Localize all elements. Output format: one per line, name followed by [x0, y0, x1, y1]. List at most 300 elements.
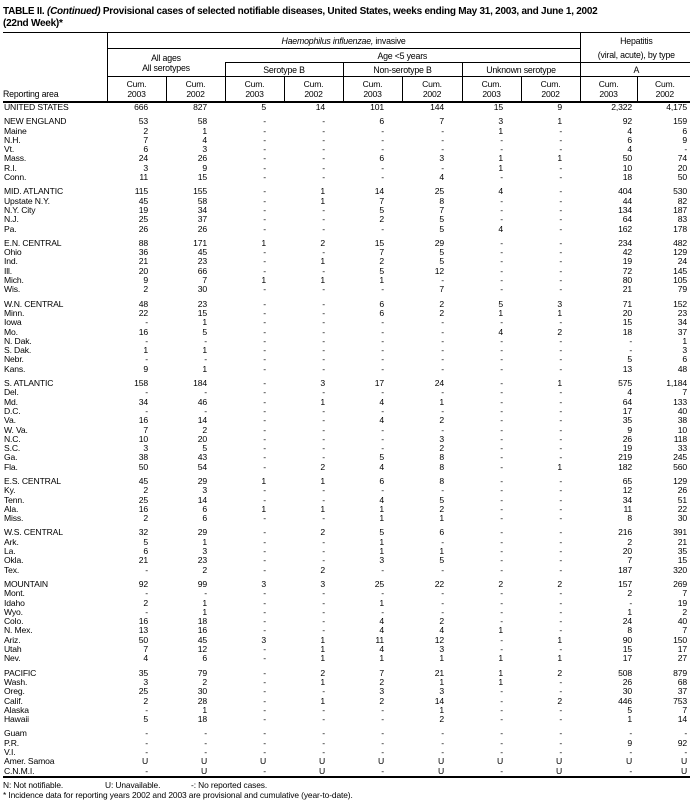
table-row: [3, 127, 690, 136]
cell: 92: [677, 738, 688, 748]
cell: 13: [138, 626, 148, 636]
title-part1: TABLE II.: [3, 6, 47, 17]
cell: -: [322, 729, 325, 739]
cell: 35: [677, 547, 688, 557]
cell: 1: [320, 187, 325, 197]
cell: 827: [193, 102, 207, 112]
cell: -: [322, 715, 325, 725]
cell: 7: [143, 645, 148, 655]
table-row: [3, 309, 690, 318]
cell: -: [381, 729, 384, 739]
cell: 21: [138, 556, 148, 566]
cell: 10: [677, 425, 688, 435]
cell: 23: [197, 257, 207, 267]
row-label: Colo.: [4, 617, 24, 627]
cell: -: [559, 486, 563, 496]
cell: 530: [673, 187, 688, 197]
cell: -: [500, 248, 503, 258]
row-label: Kans.: [4, 364, 26, 374]
cell: -: [263, 715, 266, 725]
cell: 4: [439, 173, 444, 183]
cell: 5: [379, 205, 384, 215]
cell: 2: [320, 528, 325, 538]
cell: 79: [677, 285, 688, 295]
table-row: [3, 538, 690, 547]
cell: 5: [202, 444, 207, 454]
cell: -: [559, 126, 563, 136]
cell: 560: [673, 462, 688, 472]
cell: -: [559, 318, 563, 328]
cell: -: [322, 589, 325, 599]
cell: -: [263, 364, 266, 374]
cell: 17: [622, 406, 633, 416]
cell: -: [263, 425, 266, 435]
cell: 1: [320, 504, 325, 514]
cell: 1: [261, 276, 266, 286]
cell: 1: [320, 654, 325, 664]
cell: 18: [622, 173, 633, 183]
cell: 2: [202, 565, 207, 575]
cell: 6: [439, 528, 444, 538]
cell: -: [500, 598, 503, 608]
cell: 1: [202, 598, 207, 608]
cell: 15: [493, 102, 503, 112]
row-label: Iowa: [4, 318, 22, 328]
table-row: [3, 328, 690, 337]
cell: 1: [498, 308, 503, 318]
cell: 7: [627, 556, 633, 566]
table-row: [3, 687, 690, 696]
row-label: Minn.: [4, 308, 25, 318]
cell: -: [441, 425, 444, 435]
cell: -: [559, 607, 563, 617]
cell: 66: [197, 266, 207, 276]
table-row: [3, 678, 690, 687]
cell: -: [500, 205, 503, 215]
table-row: [3, 388, 690, 397]
row-label: La.: [4, 547, 16, 557]
table-row: [3, 285, 690, 294]
cell: -: [322, 154, 325, 164]
cell: 4: [498, 187, 503, 197]
cell: -: [381, 444, 384, 454]
cell: 879: [673, 668, 688, 678]
cell: 16: [138, 617, 148, 627]
cell: 6: [682, 355, 688, 365]
cell: 25: [138, 215, 148, 225]
cell: -: [145, 766, 148, 776]
column-header-cum-2003: Cum. 2003: [107, 77, 166, 103]
cell: 13: [622, 364, 633, 374]
cell: 12: [622, 486, 633, 496]
cell: -: [559, 589, 563, 599]
cell: -: [322, 308, 325, 318]
cell: 4: [379, 462, 384, 472]
cell: 17: [622, 654, 633, 664]
cell: 29: [197, 528, 207, 538]
cell: -: [322, 434, 325, 444]
row-label: Conn.: [4, 173, 27, 183]
cell: 2: [439, 299, 444, 309]
cell: -: [263, 677, 266, 687]
row-label: Okla.: [4, 556, 24, 566]
cell: -: [263, 696, 266, 706]
cell: -: [263, 486, 266, 496]
table-row: [3, 379, 690, 388]
cell: -: [263, 537, 266, 547]
cell: 1: [320, 635, 325, 645]
row-label: Wash.: [4, 677, 28, 687]
cell: 37: [197, 215, 207, 225]
cell: 30: [677, 514, 688, 524]
cell: 32: [138, 528, 148, 538]
cell: 1: [202, 364, 207, 374]
cell: 7: [682, 705, 688, 715]
cell: -: [145, 355, 148, 365]
cell: 2: [557, 696, 563, 706]
table-row: [3, 197, 690, 206]
row-label: Amer. Samoa: [4, 757, 55, 767]
cell: -: [500, 444, 503, 454]
cell: -: [441, 565, 444, 575]
cell: -: [500, 364, 503, 374]
row-label: Alaska: [4, 705, 29, 715]
cell: 22: [677, 504, 688, 514]
table-row: [3, 477, 690, 486]
table-row: [3, 398, 690, 407]
cell: 118: [673, 434, 688, 444]
cell: U: [681, 757, 688, 767]
cell: -: [263, 528, 266, 538]
cell: 26: [138, 224, 148, 234]
cell: -: [381, 589, 384, 599]
cell: -: [322, 285, 325, 295]
cell: 1: [379, 598, 384, 608]
cell: -: [500, 607, 503, 617]
cell: -: [500, 346, 503, 356]
cell: -: [629, 729, 633, 739]
cell: 50: [138, 635, 148, 645]
cell: -: [263, 327, 266, 337]
cell: -: [322, 163, 325, 173]
cell: 20: [622, 308, 633, 318]
cell: -: [500, 537, 503, 547]
cell: 2: [320, 462, 325, 472]
cell: 9: [143, 364, 148, 374]
cell: -: [204, 355, 207, 365]
table-row: [3, 757, 690, 766]
cell: 19: [138, 205, 148, 215]
cell: -: [381, 327, 384, 337]
cell: -: [381, 318, 384, 328]
notifiable-diseases-table: [3, 32, 690, 778]
row-label: Ga.: [4, 453, 18, 463]
column-header-cum-2003: Cum. 2003: [580, 77, 637, 103]
cell: -: [629, 336, 633, 346]
cell: -: [322, 607, 325, 617]
table-row: [3, 715, 690, 724]
cell: -: [559, 514, 563, 524]
cell: 34: [622, 495, 633, 505]
cell: 88: [138, 238, 148, 248]
cell: 16: [138, 504, 148, 514]
cell: 6: [379, 117, 384, 127]
cell: -: [263, 607, 266, 617]
table-row: [3, 239, 690, 248]
cell: 1: [557, 654, 563, 664]
cell: U: [681, 766, 688, 776]
table-row: [3, 599, 690, 608]
cell: 8: [439, 453, 444, 463]
cell: 19: [622, 444, 633, 454]
cell: -: [263, 266, 266, 276]
cell: 115: [134, 187, 148, 197]
row-label: W.S. CENTRAL: [4, 528, 63, 538]
cell: 8: [439, 196, 444, 206]
row-label: Ariz.: [4, 635, 21, 645]
all-serotypes-label: All serotypes: [142, 62, 190, 73]
cell: 5: [439, 248, 444, 258]
cell: 17: [374, 379, 384, 389]
cell: -: [441, 598, 444, 608]
row-label: Mich.: [4, 276, 24, 286]
cell: -: [559, 257, 563, 267]
table-row: [3, 589, 690, 598]
row-label: Upstate N.Y.: [4, 196, 50, 206]
cell: 21: [434, 668, 444, 678]
cell: 4: [379, 416, 384, 426]
cell: -: [322, 145, 325, 155]
cell: -: [145, 705, 148, 715]
cell: 1: [379, 514, 384, 524]
cell: 12: [434, 266, 444, 276]
cell: 4: [498, 327, 503, 337]
cell: 48: [138, 299, 148, 309]
row-label: Miss.: [4, 514, 24, 524]
cell: 45: [138, 476, 148, 486]
row-label: Wyo.: [4, 607, 23, 617]
cell: -: [322, 336, 325, 346]
cell: 23: [197, 299, 207, 309]
cell: 5: [627, 355, 633, 365]
cell: 3: [379, 556, 384, 566]
cell: 1: [202, 346, 207, 356]
cell: -: [441, 738, 444, 748]
cell: 182: [618, 462, 633, 472]
row-label: NEW ENGLAND: [4, 117, 67, 127]
cell: 1: [557, 379, 563, 389]
title-part2: Provisional cases of selected notifiable diseases, United States, weeks ending May 31, 2003, and June 1, 2002: [100, 6, 598, 17]
cell: -: [263, 145, 266, 155]
cell: 1: [557, 462, 563, 472]
cell: 446: [618, 696, 633, 706]
cell: 1: [498, 163, 503, 173]
column-header-cum-2003: Cum. 2003: [462, 77, 521, 103]
table-row: [3, 626, 690, 635]
cell: 3: [439, 154, 444, 164]
cell: -: [559, 238, 563, 248]
cell: 14: [197, 495, 207, 505]
cell: 35: [622, 416, 633, 426]
cell: 3: [498, 117, 503, 127]
cell: 11: [139, 173, 148, 183]
table-row: [3, 407, 690, 416]
cell: -: [500, 556, 503, 566]
cell: -: [500, 729, 503, 739]
cell: 83: [677, 215, 688, 225]
row-label: PACIFIC: [4, 668, 37, 678]
cell: 34: [677, 318, 688, 328]
table-row: [3, 276, 690, 285]
cell: 3: [379, 687, 384, 697]
cell: -: [559, 135, 563, 145]
cell: 5: [379, 453, 384, 463]
cell: 9: [143, 276, 148, 286]
cell: 575: [618, 379, 633, 389]
cell: -: [559, 715, 563, 725]
cell: -: [559, 729, 563, 739]
cell: -: [322, 205, 325, 215]
table-row: [3, 346, 690, 355]
cell: -: [263, 729, 266, 739]
row-label: R.I.: [4, 163, 17, 173]
cell: 99: [197, 579, 207, 589]
cell: 2: [320, 565, 325, 575]
footnote-incidence: * Incidence data for reporting years 2002 and 2003 are provisional and cumulative (year-to-date).: [3, 789, 353, 800]
cell: 1: [202, 537, 207, 547]
cell: 2: [143, 696, 148, 706]
cell: -: [559, 397, 563, 407]
cell: 72: [622, 266, 633, 276]
cell: 10: [622, 163, 633, 173]
cell: -: [263, 617, 266, 627]
cell: 6: [379, 299, 384, 309]
cell: -: [559, 476, 563, 486]
cell: 38: [138, 453, 148, 463]
cell: -: [322, 453, 325, 463]
cell: 24: [622, 617, 633, 627]
cell: 187: [673, 205, 688, 215]
table-row: [3, 267, 690, 276]
cell: -: [559, 434, 563, 444]
cell: 2: [498, 579, 503, 589]
cell: 1: [379, 547, 384, 557]
cell: -: [500, 257, 503, 267]
cell: 3: [202, 547, 207, 557]
cell: 2: [627, 589, 633, 599]
cell: -: [381, 406, 384, 416]
row-label: S.C.: [4, 444, 21, 454]
row-label: N.Y. City: [4, 205, 36, 215]
cell: -: [559, 598, 563, 608]
cell: 3: [320, 379, 325, 389]
cell: 5: [202, 327, 207, 337]
cell: -: [441, 589, 444, 599]
cell: 12: [434, 635, 444, 645]
cell: -: [441, 486, 444, 496]
row-label: Mo.: [4, 327, 18, 337]
cell: 152: [673, 299, 688, 309]
cell: 1: [379, 276, 384, 286]
table-row: [3, 706, 690, 715]
row-label: Calif.: [4, 696, 23, 706]
cell: -: [500, 476, 503, 486]
cell: -: [441, 729, 444, 739]
cell: 27: [677, 654, 688, 664]
haemophilus-species: Haemophilus influenzae,: [281, 35, 374, 46]
cell: -: [559, 565, 563, 575]
cell: -: [263, 346, 266, 356]
cell: -: [441, 388, 444, 398]
cell: 14: [315, 102, 325, 112]
cell: -: [559, 163, 563, 173]
cell: 23: [197, 556, 207, 566]
cell: -: [322, 135, 325, 145]
cell: -: [263, 397, 266, 407]
cell: 2: [143, 285, 148, 295]
cell: -: [263, 514, 266, 524]
cell: 219: [618, 453, 633, 463]
cell: 2: [557, 668, 563, 678]
column-header-cum-2003: Cum. 2003: [225, 77, 284, 103]
cell: 22: [138, 308, 148, 318]
cell: 71: [622, 299, 633, 309]
cell: 11: [623, 504, 633, 514]
cell: -: [559, 444, 563, 454]
row-label: Vt.: [4, 145, 15, 155]
cell: -: [500, 635, 503, 645]
cell: 26: [197, 224, 207, 234]
cell: 25: [434, 187, 444, 197]
cell: -: [322, 598, 325, 608]
cell: 1: [379, 537, 384, 547]
table-row: [3, 365, 690, 374]
cell: 90: [622, 635, 633, 645]
cell: -: [322, 425, 325, 435]
cell: -: [559, 556, 563, 566]
cell: -: [322, 126, 325, 136]
cell: -: [263, 257, 266, 267]
cell: 25: [374, 579, 384, 589]
cell: 3: [261, 579, 266, 589]
cell: -: [559, 453, 563, 463]
cell: 42: [622, 248, 633, 258]
cell: 1: [682, 336, 688, 346]
cell: -: [322, 173, 325, 183]
cell: 9: [682, 135, 688, 145]
cell: 2,322: [611, 102, 633, 112]
table-row: [3, 654, 690, 663]
cell: -: [263, 154, 266, 164]
cell: 4: [627, 126, 633, 136]
cell: 482: [673, 238, 688, 248]
cell: 2: [439, 715, 444, 725]
cell: 4: [202, 135, 207, 145]
cell: 1: [320, 476, 325, 486]
cell: 9: [627, 738, 633, 748]
cell: -: [500, 196, 503, 206]
cell: 1: [557, 117, 563, 127]
table-row: [3, 547, 690, 556]
cell: 12: [197, 645, 207, 655]
cell: -: [322, 248, 325, 258]
cell: 28: [197, 696, 207, 706]
row-label: Pa.: [4, 224, 17, 234]
cell: -: [381, 705, 384, 715]
table-row: [3, 496, 690, 505]
cell: -: [145, 565, 148, 575]
table-row: [3, 206, 690, 215]
